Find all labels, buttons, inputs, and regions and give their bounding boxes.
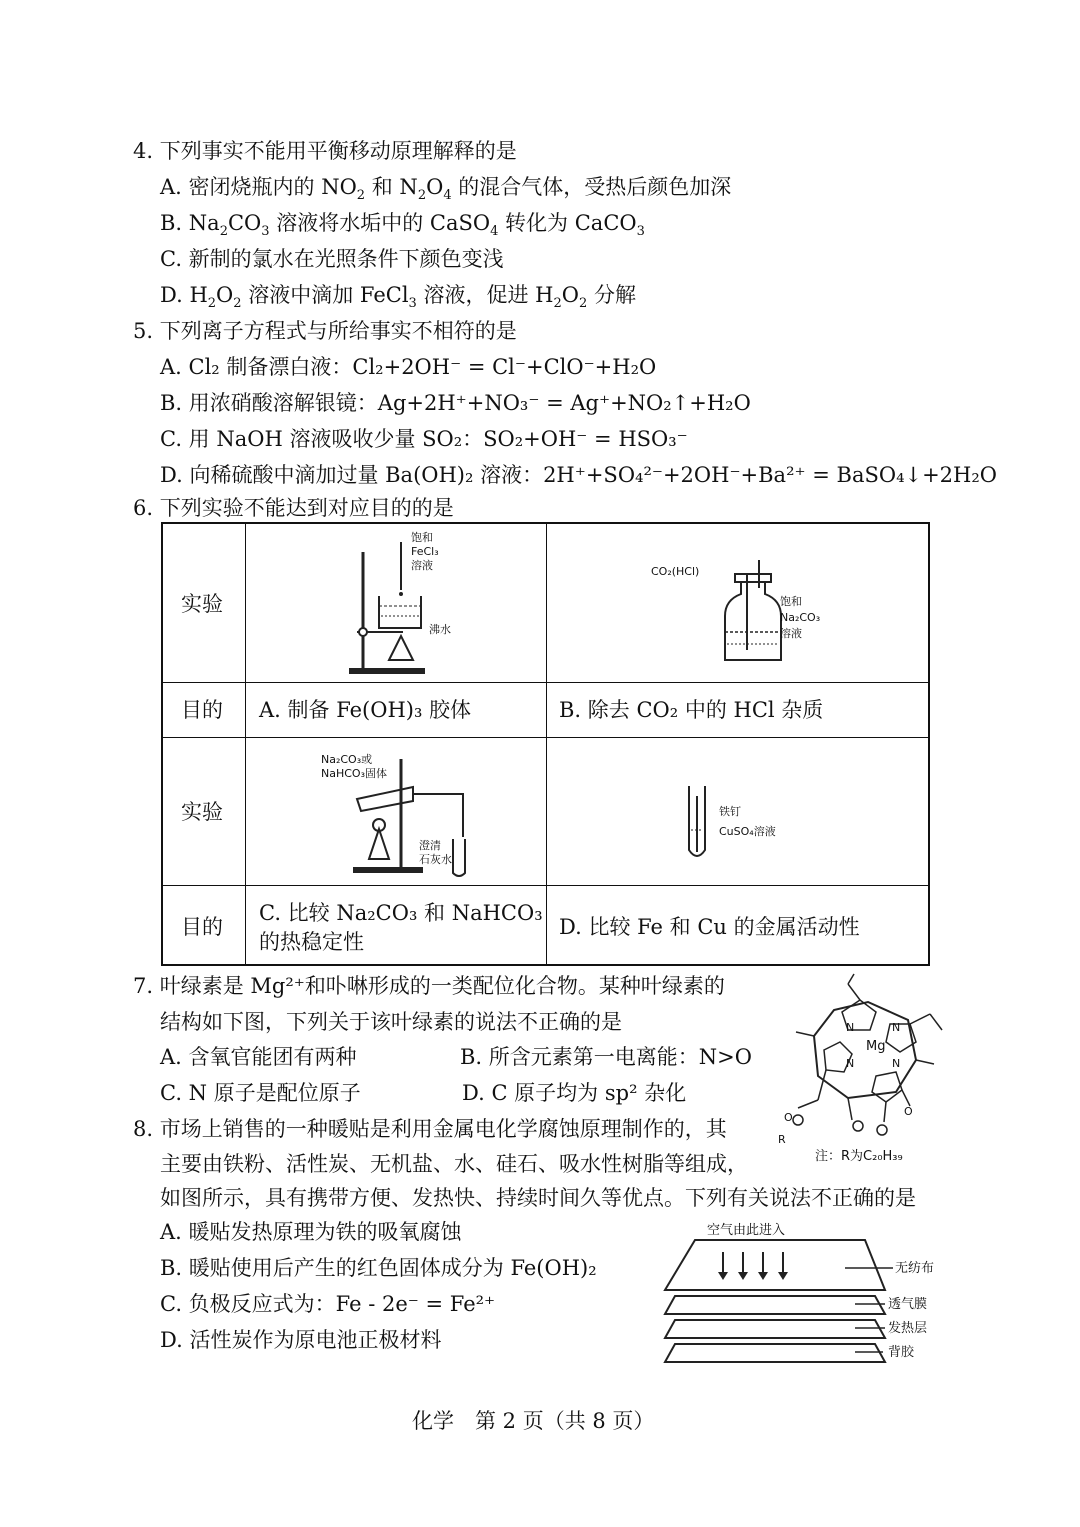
apparatus-c-label: Na₂CO₃或 <box>321 753 373 766</box>
n-atom-label: N <box>892 1021 901 1034</box>
apparatus-d-label: CuSO₄溶液 <box>719 825 776 838</box>
layer-label-heating: 发热层 <box>888 1321 928 1336</box>
page-footer: 化学 第 2 页（共 8 页） <box>412 1409 655 1433</box>
apparatus-b-label: Na₂CO₃ <box>780 611 821 624</box>
apparatus-a-label: FeCl₃ <box>411 545 439 558</box>
apparatus-c-label: NaHCO₃固体 <box>321 767 387 780</box>
q4-option-c: C. 新制的氯水在光照条件下颜色变浅 <box>160 247 504 271</box>
o-atom-label: O <box>784 1111 793 1124</box>
n-atom-label: N <box>846 1021 855 1034</box>
q8-stem-line1: 8. 市场上销售的一种暖贴是利用金属电化学腐蚀原理制作的，其 <box>133 1117 727 1141</box>
apparatus-c-label: 澄清 <box>419 839 441 852</box>
apparatus-b-diagram <box>723 560 803 660</box>
q4-stem: 4. 下列事实不能用平衡移动原理解释的是 <box>133 139 517 163</box>
q7-stem-line2: 结构如下图，下列关于该叶绿素的说法不正确的是 <box>160 1010 622 1034</box>
n-atom-label: N <box>892 1057 901 1070</box>
q8-option-a: A. 暖贴发热原理为铁的吸氧腐蚀 <box>160 1220 462 1244</box>
row-label-experiment: 实验 <box>181 800 223 824</box>
goal-c-line1: C. 比较 Na₂CO₃ 和 NaHCO₃ <box>259 901 543 925</box>
q4-option-d: D. $H_2O_2$ 溶液中滴加 FeCl$_3$ 溶液，促进 $H_2O_2$ 分解 <box>160 283 636 312</box>
q8-option-b: B. 暖贴使用后产生的红色固体成分为 Fe(OH)₂ <box>160 1256 597 1280</box>
r-group-label: R <box>778 1133 786 1146</box>
mg-atom-label: Mg <box>866 1039 886 1054</box>
q5-option-b: B. 用浓硝酸溶解银镜：Ag+2H⁺+NO₃⁻ = Ag⁺+NO₂↑+H₂O <box>160 391 751 415</box>
q5-option-c: C. 用 NaOH 溶液吸收少量 SO₂：SO₂+OH⁻ = HSO₃⁻ <box>160 427 688 451</box>
row-label-goal: 目的 <box>181 698 223 722</box>
goal-d: D. 比较 Fe 和 Cu 的金属活动性 <box>559 915 860 939</box>
o-atom-label: O <box>904 1105 913 1118</box>
q7-stem-line1: 7. 叶绿素是 Mg²⁺和卟啉形成的一类配位化合物。某种叶绿素的 <box>133 974 725 998</box>
q7-option-b: B. 所含元素第一电离能：N>O <box>460 1045 752 1069</box>
apparatus-a-label: 沸水 <box>429 623 451 636</box>
r-group-note: 注：R为C₂₀H₃₉ <box>815 1149 903 1164</box>
q6-experiment-table <box>161 522 930 966</box>
apparatus-b-label: CO₂(HCl) <box>651 565 700 578</box>
q8-stem-line3: 如图所示，具有携带方便、发热快、持续时间久等优点。下列有关说法不正确的是 <box>160 1186 916 1210</box>
hand-warmer-diagram <box>665 1240 895 1370</box>
q5-option-a: A. Cl₂ 制备漂白液：Cl₂+2OH⁻ = Cl⁻+ClO⁻+H₂O <box>160 355 657 379</box>
q7-option-c: C. N 原子是配位原子 <box>160 1081 361 1105</box>
q4-option-b: B. $Na_2CO_3$ 溶液将水垢中的 CaSO$_4$ 转化为 CaCO$_3$ <box>160 211 645 240</box>
apparatus-b-label: 溶液 <box>780 627 802 640</box>
apparatus-b-label: 饱和 <box>780 595 802 608</box>
apparatus-a-label: 饱和 <box>411 531 433 544</box>
table-col-divider <box>245 524 246 964</box>
q5-option-d: D. 向稀硫酸中滴加过量 Ba(OH)₂ 溶液：2H⁺+SO₄²⁻+2OH⁻+Ba²⁺ = BaSO₄↓+2H₂O <box>160 463 997 487</box>
table-col-divider <box>546 524 547 964</box>
goal-a: A. 制备 Fe(OH)₃ 胶体 <box>259 698 472 722</box>
q6-stem: 6. 下列实验不能达到对应目的的是 <box>133 496 454 520</box>
layer-label-adhesive: 背胶 <box>888 1345 915 1360</box>
row-label-goal: 目的 <box>181 915 223 939</box>
q7-option-a: A. 含氧官能团有两种 <box>160 1045 357 1069</box>
apparatus-a-label: 溶液 <box>411 559 433 572</box>
layer-label-nonwoven: 无纺布 <box>895 1261 935 1276</box>
apparatus-a-diagram <box>343 532 463 672</box>
table-row-divider <box>163 737 928 738</box>
q8-stem-line2: 主要由铁粉、活性炭、无机盐、水、硅石、吸水性树脂等组成， <box>160 1152 748 1176</box>
apparatus-d-diagram <box>685 786 715 866</box>
q8-option-c: C. 负极反应式为：Fe - 2e⁻ = Fe²⁺ <box>160 1292 496 1316</box>
layer-label-membrane: 透气膜 <box>888 1297 928 1312</box>
apparatus-c-label: 石灰水 <box>419 853 452 866</box>
chlorophyll-structure <box>778 980 958 1140</box>
table-row-divider <box>163 885 928 886</box>
goal-c-line2: 的热稳定性 <box>259 930 364 954</box>
row-label-experiment: 实验 <box>181 592 223 616</box>
apparatus-d-label: 铁钉 <box>719 805 741 818</box>
n-atom-label: N <box>846 1057 855 1070</box>
goal-b: B. 除去 CO₂ 中的 HCl 杂质 <box>559 698 824 722</box>
q7-option-d: D. C 原子均为 sp² 杂化 <box>462 1081 687 1105</box>
q5-stem: 5. 下列离子方程式与所给事实不相符的是 <box>133 319 517 343</box>
air-entry-label: 空气由此进入 <box>707 1223 786 1238</box>
q8-option-d: D. 活性炭作为原电池正极材料 <box>160 1328 442 1352</box>
q4-option-a: A. 密闭烧瓶内的 $NO_2$ 和 $N_2O_4$ 的混合气体，受热后颜色加深 <box>160 175 732 204</box>
table-row-divider <box>163 682 928 683</box>
